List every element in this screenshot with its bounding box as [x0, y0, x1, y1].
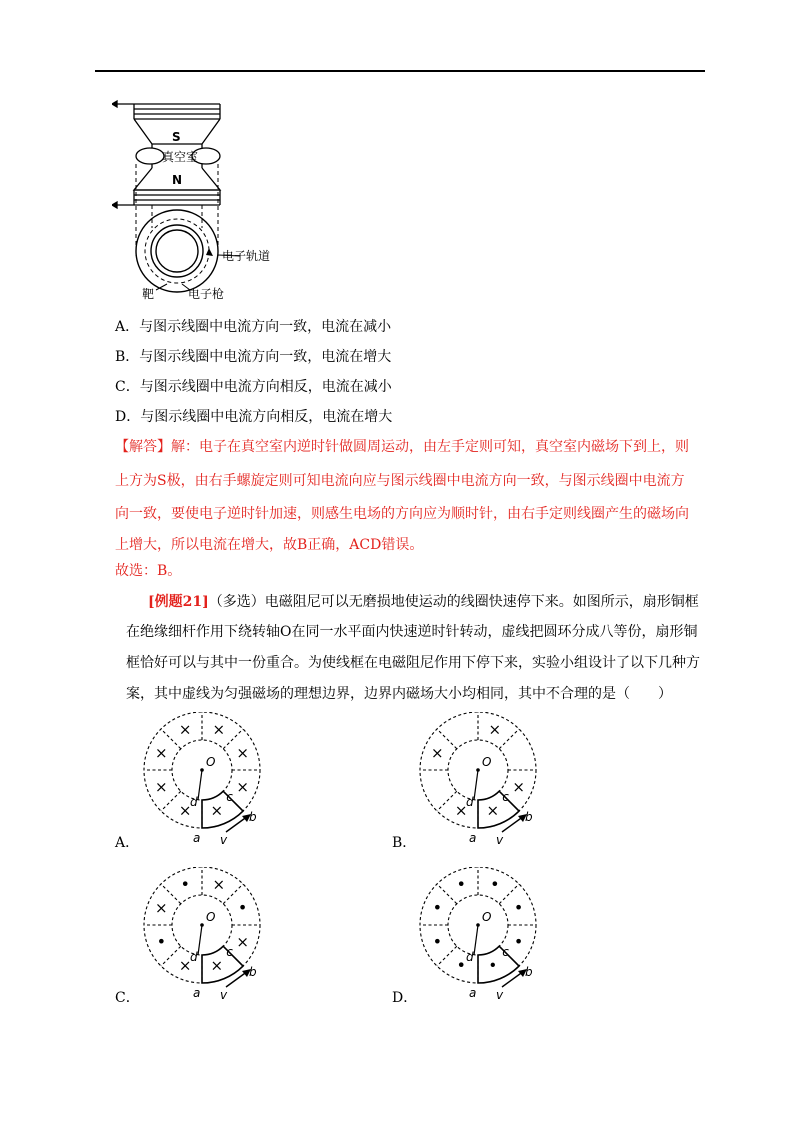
- field-mark: ×: [212, 720, 226, 739]
- field-mark: ×: [236, 777, 249, 796]
- field-mark: ×: [178, 801, 192, 820]
- label-o: O: [206, 755, 216, 769]
- field-mark: •: [237, 898, 248, 918]
- answer-line-1: 【解答】解：电子在真空室内逆时针做圆周运动，由左手定则可知，真空室内磁场下到上，则: [115, 439, 689, 455]
- pivot: [200, 768, 204, 772]
- label-b: b: [249, 810, 257, 825]
- label-d: d: [190, 795, 198, 809]
- field-mark: •: [513, 931, 524, 951]
- label-b: b: [249, 965, 257, 980]
- label-a: a: [193, 831, 201, 845]
- label-v: v: [220, 988, 228, 1002]
- frame-mark: •: [488, 956, 498, 975]
- pivot: [200, 923, 204, 927]
- copper-frame: [478, 946, 519, 983]
- option-c: C．与图示线圈中电流方向相反，电流在减小: [115, 379, 392, 395]
- sector-divider: [499, 729, 519, 749]
- diagram-a: [140, 712, 280, 847]
- orbit-label: 电子轨道: [222, 249, 271, 263]
- field-mark: ×: [178, 720, 192, 739]
- example-label: [例题21]: [148, 594, 209, 610]
- gun-label: 电子枪: [188, 287, 225, 301]
- label-o: O: [482, 910, 492, 924]
- diagram-c: [140, 867, 280, 1002]
- pivot: [476, 768, 480, 772]
- betatron-figure: [112, 98, 282, 303]
- field-mark: ×: [155, 777, 168, 796]
- example-21-line-1: [例题21]（多选）电磁阻尼可以无磨损地使运动的线圈快速停下来。如图所示，扇形铜框: [148, 594, 699, 610]
- pivot: [476, 923, 480, 927]
- field-mark: ×: [236, 744, 249, 763]
- option-a: A．与图示线圈中电流方向一致，电流在减小: [115, 319, 392, 335]
- field-mark: •: [156, 931, 167, 951]
- field-mark: •: [432, 931, 443, 951]
- frame-mark: ×: [210, 956, 224, 975]
- field-mark: •: [490, 874, 500, 894]
- field-mark: •: [456, 955, 466, 975]
- rod: [474, 925, 478, 955]
- vacuum-chamber-label: 真空室: [162, 150, 199, 164]
- diagram-c-label: C．: [115, 990, 140, 1006]
- diagram-b: [416, 712, 556, 847]
- field-mark: ×: [454, 801, 468, 820]
- example-21-line-4: 案，其中虚线为匀强磁场的理想边界，边界内磁场大小均相同，其中不合理的是（ ）: [126, 686, 672, 702]
- field-mark: ×: [155, 744, 168, 763]
- field-mark: ×: [488, 720, 502, 739]
- field-mark: •: [432, 898, 443, 918]
- s-pole-label: S: [172, 130, 181, 144]
- field-mark: •: [456, 874, 466, 894]
- label-c: c: [226, 945, 233, 960]
- label-a: a: [193, 986, 201, 1000]
- label-v: v: [496, 833, 504, 847]
- label-d: d: [466, 950, 474, 964]
- rod: [474, 770, 478, 800]
- example-21-line-2: 在绝缘细杆作用下绕转轴O在同一水平面内快速逆时针转动，虚线把圆环分成八等份，扇形铜: [126, 624, 698, 640]
- label-a: a: [469, 831, 477, 845]
- label-d: d: [466, 795, 474, 809]
- n-pole-label: N: [172, 173, 183, 187]
- header-rule: [95, 70, 705, 72]
- label-d: d: [190, 950, 198, 964]
- field-mark: ×: [212, 875, 226, 894]
- option-d: D．与图示线圈中电流方向相反，电流在增大: [115, 409, 393, 425]
- field-mark: ×: [155, 899, 168, 918]
- label-o: O: [206, 910, 216, 924]
- label-c: c: [502, 945, 509, 960]
- label-v: v: [220, 833, 228, 847]
- example-21-line-3: 框恰好可以与其中一份重合。为使线框在电磁阻尼作用下停下来，实验小组设计了以下几种方: [126, 655, 700, 671]
- answer-line-4: 上增大，所以电流在增大，故B正确，ACD错误。: [115, 537, 424, 553]
- field-mark: •: [180, 874, 190, 894]
- field-mark: ×: [512, 777, 525, 796]
- label-c: c: [502, 790, 509, 805]
- field-mark: ×: [236, 932, 249, 951]
- diagram-a-label: A．: [115, 835, 140, 851]
- field-mark: ×: [431, 744, 444, 763]
- frame-mark: ×: [210, 801, 224, 820]
- rod: [198, 925, 202, 955]
- field-mark: ×: [178, 956, 192, 975]
- frame-mark: ×: [486, 801, 500, 820]
- answer-line-3: 向一致，要使电子逆时针加速，则感生电场的方向应为顺时针，由右手定则线圈产生的磁场向: [115, 506, 689, 522]
- answer-line-2: 上方为S极，由右手螺旋定则可知电流向应与图示线圈中电流方向一致，与图示线圈中电流方: [115, 473, 685, 489]
- sector-divider: [437, 791, 457, 811]
- diagram-d: [416, 867, 556, 1002]
- rod: [198, 770, 202, 800]
- label-o: O: [482, 755, 492, 769]
- label-v: v: [496, 988, 504, 1002]
- label-a: a: [469, 986, 477, 1000]
- diagram-b-label: B．: [392, 835, 417, 851]
- option-b: B．与图示线圈中电流方向一致，电流在增大: [115, 349, 392, 365]
- label-c: c: [226, 790, 233, 805]
- diagram-d-label: D．: [392, 990, 418, 1006]
- label-b: b: [525, 810, 533, 825]
- answer-choice: 故选：B。: [115, 563, 182, 579]
- field-mark: •: [513, 898, 524, 918]
- target-label: 靶: [142, 287, 155, 301]
- label-b: b: [525, 965, 533, 980]
